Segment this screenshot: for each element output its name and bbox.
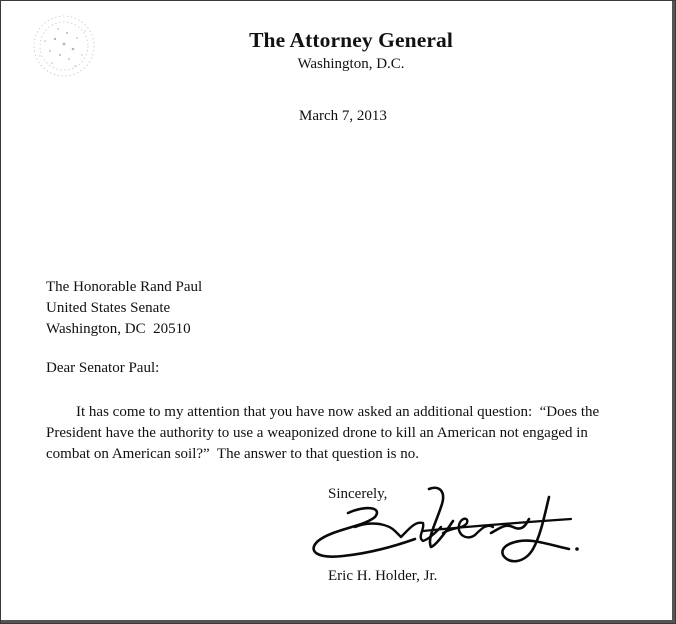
letter-date: March 7, 2013 bbox=[299, 108, 387, 124]
body-line: It has come to my attention that you have now asked an additional question: “Does the bbox=[46, 404, 600, 420]
recipient-line: Washington, DC 20510 bbox=[46, 321, 191, 337]
signer-name: Eric H. Holder, Jr. bbox=[328, 568, 438, 584]
closing: Sincerely, bbox=[328, 486, 388, 502]
body-line: combat on American soil?” The answer to that question is no. bbox=[46, 446, 419, 462]
recipient-address bbox=[46, 277, 202, 340]
salutation: Dear Senator Paul: bbox=[46, 360, 160, 376]
recipient-line: The Honorable Rand Paul bbox=[46, 279, 203, 295]
recipient-line: United States Senate bbox=[46, 300, 171, 316]
letterhead-location: Washington, D.C. bbox=[297, 56, 405, 72]
letterhead-title: The Attorney General bbox=[249, 28, 453, 52]
body-paragraph bbox=[46, 402, 666, 465]
handwritten-signature bbox=[303, 483, 593, 573]
body-line: President have the authority to use a weaponized drone to kill an American not engaged in bbox=[46, 425, 588, 441]
